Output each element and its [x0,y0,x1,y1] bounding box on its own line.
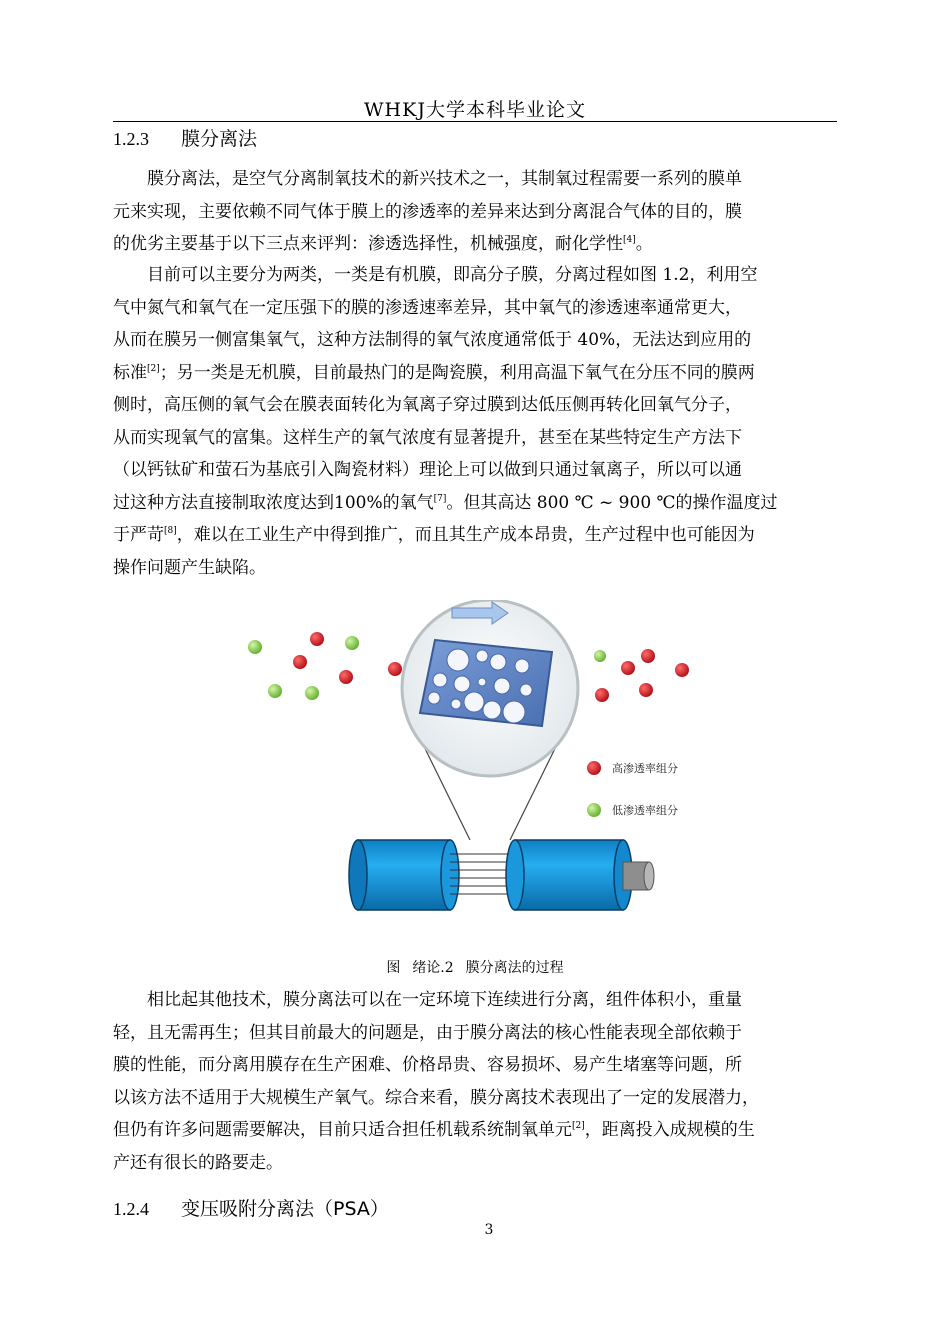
section-title: 变压吸附分离法（PSA） [181,1198,389,1220]
text-line [113,228,838,261]
legend-low-label: 低渗透率组分 [612,804,678,817]
text-span: 过这种方法直接制取浓度达到100%的氧气 [113,492,434,513]
citation-7: [7] [433,493,447,504]
caption-label: 图 [386,960,401,976]
text-line [113,487,838,520]
text-span: 的优劣主要基于以下三点来评判：渗透选择性，机械强度，耐化学性 [113,234,623,254]
header-rule [113,121,837,122]
caption-number: 绪论.2 [412,960,454,976]
text-span: 但仍有许多问题需要解决，目前只适合担任机载系统制氧单元 [113,1120,572,1140]
text-span: ，难以在工业生产中得到推广，而且其生产成本昂贵，生产过程中也可能因为 [176,525,755,545]
running-header: WHKJ大学本科毕业论文 [364,99,586,121]
text-line: 以该方法不适用于大规模生产氧气。综合来看，膜分离技术表现出了一定的发展潜力， [113,1087,759,1108]
citation-4: [4] [623,235,636,245]
page-number: 3 [484,1222,494,1238]
text-line: 气中氮气和氧气在一定压强下的膜的渗透速率差异，其中氧气的渗透速率通常更大， [113,297,742,318]
text-line [113,519,838,552]
text-line: 侧时，高压侧的氧气会在膜表面转化为氧离子穿过膜到达低压侧再转化回氧气分子， [113,395,742,415]
text-line: 从而实现氧气的富集。这样生产的氧气浓度有显著提升，甚至在某些特定生产方法下 [113,427,742,448]
text-line: 膜分离法，是空气分离制氧技术的新兴技术之一，其制氧过程需要一系列的膜单 [147,169,742,189]
text-line: 产还有很长的路要走。 [113,1152,283,1173]
text-span: 标准 [113,362,147,383]
figure-caption [0,957,950,977]
text-span: 。但其高达 800 ℃ ~ 900 ℃的操作温度过 [446,492,778,513]
left-molecules [248,632,402,700]
citation-2: [2] [147,363,160,374]
paragraph-3 [113,984,838,1179]
legend-high-label: 高渗透率组分 [612,762,678,775]
legend [587,761,678,817]
text-line: 操作问题产生缺陷。 [113,557,266,578]
membrane-plate [420,640,552,726]
section-number: 1.2.3 [113,129,149,149]
text-line [113,1114,838,1147]
text-line: 膜的性能，而分离用膜存在生产困难、价格昂贵、容易损坏、易产生堵塞等问题，所 [113,1055,742,1075]
text-line: 元来实现，主要依赖不同气体于膜上的渗透率的差异来达到分离混合气体的目的，膜 [113,201,742,222]
text-line: 从而在膜另一侧富集氧气，这种方法制得的氧气浓度通常低于 40%，无法达到应用的 [113,330,752,350]
membrane-module [349,840,654,910]
text-line: 轻，且无需再生；但其目前最大的问题是，由于膜分离法的核心性能表现全部依赖于 [113,1022,742,1043]
paragraph-1 [113,163,838,261]
citation-8: [8] [164,526,177,536]
right-molecules [594,649,689,702]
section-title: 膜分离法 [181,128,258,150]
text-line: （以钙钛矿和萤石为基底引入陶瓷材料）理论上可以做到只通过氧离子，所以可以通 [113,460,742,480]
paragraph-2 [113,259,838,584]
section-heading-1-2-4 [113,1194,389,1221]
text-line [113,357,838,390]
text-span: 。 [635,234,653,254]
caption-text: 膜分离法的过程 [465,960,564,976]
membrane-separation-figure [230,600,720,930]
text-line: 相比起其他技术，膜分离法可以在一定环境下连续进行分离，组件体积小，重量 [147,990,742,1010]
text-span: ；另一类是无机膜，目前最热门的是陶瓷膜，利用高温下氧气在分压不同的膜两 [159,362,755,383]
text-span: ，距离投入成规模的生 [584,1120,755,1140]
legend-high-marker [587,761,601,775]
legend-low-marker [587,803,601,817]
section-number: 1.2.4 [113,1199,149,1219]
citation-2: [2] [572,1121,585,1131]
text-span: 于严苛 [113,525,164,545]
section-heading-1-2-3 [113,124,257,151]
text-line: 目前可以主要分为两类，一类是有机膜，即高分子膜，分离过程如图 1.2，利用空 [147,265,758,285]
